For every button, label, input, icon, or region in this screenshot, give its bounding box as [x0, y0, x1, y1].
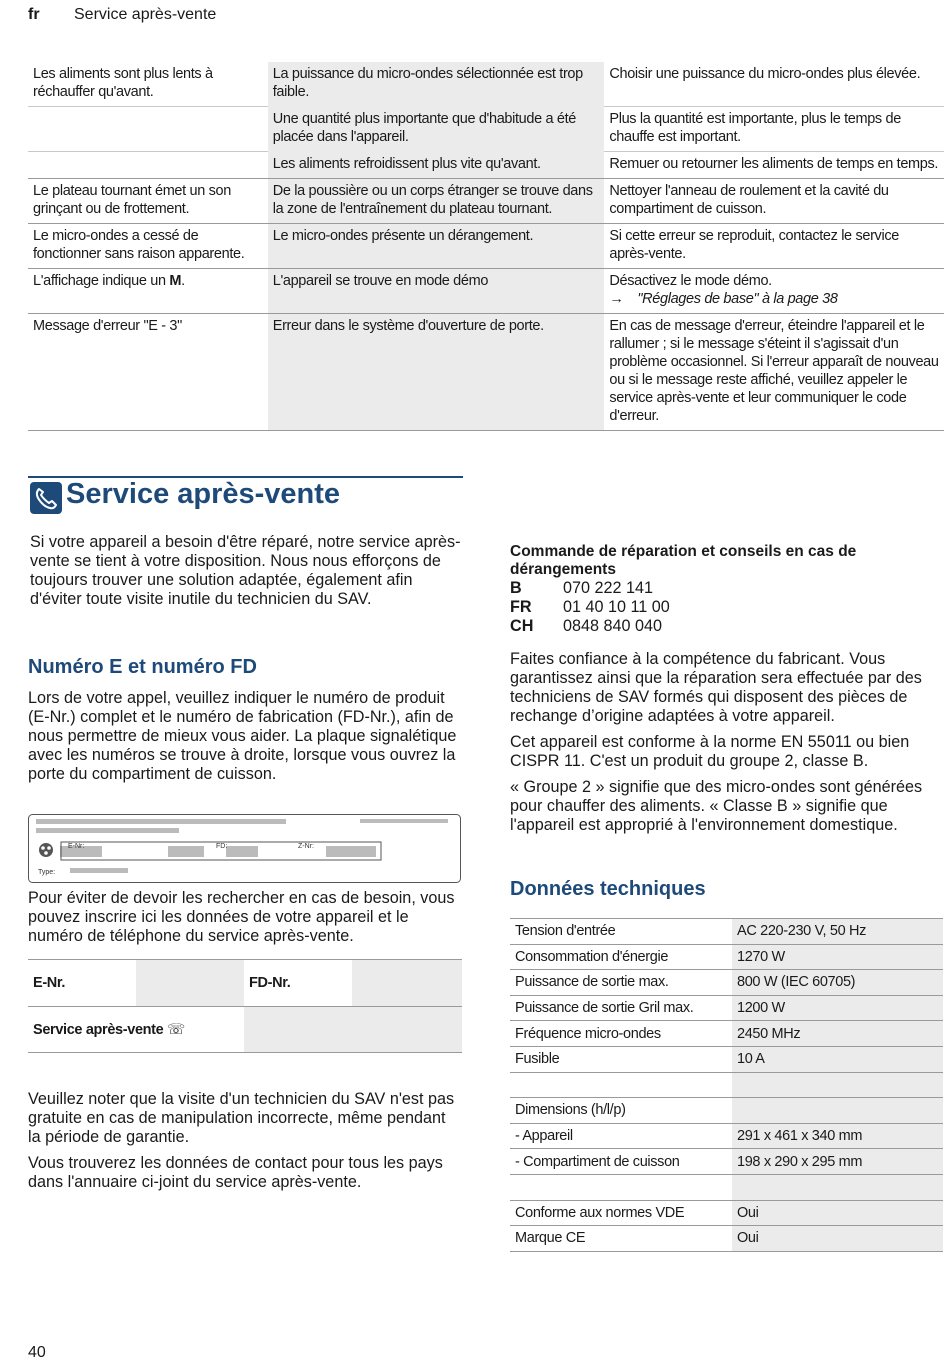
tech-row [510, 1021, 943, 1047]
tech-key: - Compartiment de cuisson [510, 1149, 732, 1175]
tech-key: Fréquence micro-ondes [510, 1021, 732, 1047]
remedy-cell [604, 269, 944, 314]
manufacturer-text [510, 650, 946, 842]
symptom-text-end: . [181, 273, 185, 289]
service-heading [28, 476, 463, 510]
tech-row [510, 944, 943, 970]
language-code: fr [28, 6, 40, 23]
remedy-cell: En cas de message d'erreur, éteindre l'appareil et le rallumer ; si le message s'éteint il s'agissait d'un problème occasionnel. Si l'erreur apparaît de nouveau ou si le message reste affiché, veuillez appeler le service après-vente et leur communiquer le code d'erreur. [604, 314, 944, 431]
fdnr-input-area[interactable] [352, 960, 462, 1007]
class-paragraph: « Groupe 2 » signifie que des micro-ondes sont générées pour chauffer des aliments. « Classe B » signifie que l'appareil est approprié à l'environnement domestique. [510, 778, 923, 834]
country-code: B [510, 579, 522, 597]
table-row [28, 224, 944, 269]
table-row [28, 107, 944, 152]
symptom-cell [28, 107, 268, 152]
table-row [28, 179, 944, 224]
trust-paragraph: Faites confiance à la compétence du fabricant. Vous garantissez ainsi que la réparation sera effectuée par des techniciens de SAV formés qui disposent des pièces de rechange d’origine adaptées à votre appareil. [510, 650, 922, 725]
service-phone-label [28, 1007, 244, 1053]
remedy-cell: Nettoyer l'anneau de roulement et la cavité du compartiment de cuisson. [604, 179, 944, 224]
tech-key: Fusible [510, 1046, 732, 1072]
symptom-cell: Le micro-ondes a cessé de fonctionner sans raison apparente. [28, 224, 268, 269]
enr-input-area[interactable] [136, 960, 244, 1007]
service-notes [28, 1090, 462, 1199]
symptom-cell: Le plateau tournant émet un son grinçant ou de frottement. [28, 179, 268, 224]
contact-row [510, 579, 670, 598]
tech-row [510, 1098, 943, 1124]
troubleshooting-table [28, 62, 944, 431]
country-code: CH [510, 617, 534, 635]
tech-value: 10 A [732, 1046, 943, 1072]
remedy-text: Désactivez le mode démo. [609, 273, 772, 289]
contact-row [510, 617, 670, 636]
tech-data-table [510, 918, 943, 1252]
tech-key: Conforme aux normes VDE [510, 1200, 732, 1226]
tech-value [732, 1174, 943, 1200]
contact-note: Vous trouverez les données de contact pour tous les pays dans l'annuaire ci-joint du service après-vente. [28, 1154, 443, 1191]
cost-note: Veuillez noter que la visite d'un technicien du SAV n'est pas gratuite en cas de manipulation incorrecte, même pendant la période de garantie. [28, 1090, 455, 1146]
plate-type-label: Type: [38, 869, 56, 876]
tech-value: 1270 W [732, 944, 943, 970]
tech-key: Puissance de sortie Gril max. [510, 995, 732, 1021]
remedy-cell: Remuer ou retourner les aliments de temps en temps. [604, 152, 944, 179]
plate-znr-label: Z-Nr: [298, 843, 314, 850]
tech-value: 2450 MHz [732, 1021, 943, 1047]
tech-key [510, 1072, 732, 1098]
tech-row [510, 1072, 943, 1098]
tech-value: 198 x 290 x 295 mm [732, 1149, 943, 1175]
norm-paragraph: Cet appareil est conforme à la norme EN 55011 ou bien CISPR 11. C'est un produit du groupe 2, classe B. [510, 733, 910, 770]
repair-order-block [510, 543, 920, 636]
phone-number: 0848 840 040 [563, 617, 663, 635]
cause-cell: Une quantité plus importante que d'habitude a été placée dans l'appareil. [268, 107, 605, 152]
table-row [28, 960, 462, 1007]
tech-row [510, 1046, 943, 1072]
reference-link[interactable]: "Réglages de base" à la page 38 [637, 291, 838, 307]
symptom-cell [28, 152, 268, 179]
header-section-title: Service après-vente [74, 6, 217, 23]
table-row [28, 1007, 462, 1053]
tech-value: 291 x 461 x 340 mm [732, 1123, 943, 1149]
cause-cell: De la poussière ou un corps étranger se trouve dans la zone de l'entraînement du plateau tournant. [268, 179, 605, 224]
display-symbol: M [169, 273, 182, 289]
tech-value: AC 220-230 V, 50 Hz [732, 919, 943, 945]
tech-key [510, 1174, 732, 1200]
table-row [28, 314, 944, 431]
remedy-cell: Choisir une puissance du micro-ondes plus élevée. [604, 62, 944, 107]
contact-row [510, 598, 670, 617]
page-reference [609, 290, 939, 308]
service-phone-text: Service après-vente [33, 1021, 164, 1038]
tech-value: Oui [732, 1226, 943, 1252]
rating-plate-illustration [28, 814, 461, 883]
page-number: 40 [28, 1344, 46, 1361]
remedy-cell: Plus la quantité est importante, plus le temps de chauffe est important. [604, 107, 944, 152]
cause-cell: Erreur dans le système d'ouverture de porte. [268, 314, 605, 431]
tech-data-heading: Données techniques [510, 878, 706, 900]
tech-key: Consommation d'énergie [510, 944, 732, 970]
tech-value: 800 W (IEC 60705) [732, 970, 943, 996]
country-code: FR [510, 598, 532, 616]
tech-value: Oui [732, 1200, 943, 1226]
enr-fd-heading: Numéro E et numéro FD [28, 656, 257, 678]
page-header [28, 6, 216, 24]
table-row [28, 269, 944, 314]
tech-row [510, 1200, 943, 1226]
tech-row [510, 1174, 943, 1200]
repair-order-heading: Commande de réparation et conseils en cas de dérangements [510, 543, 857, 578]
cause-cell: Le micro-ondes présente un dérangement. [268, 224, 605, 269]
tech-key: - Appareil [510, 1123, 732, 1149]
table-row [28, 152, 944, 179]
tech-key: Dimensions (h/l/p) [510, 1098, 732, 1124]
cause-cell: Les aliments refroidissent plus vite qu'avant. [268, 152, 605, 179]
appliance-data-form [28, 959, 462, 1053]
fdnr-label: FD-Nr. [244, 960, 352, 1007]
phone-number: 070 222 141 [563, 579, 654, 597]
phone-number: 01 40 10 11 00 [563, 598, 670, 616]
tech-row [510, 1123, 943, 1149]
tech-row [510, 995, 943, 1021]
service-phone-input-area[interactable] [244, 1007, 462, 1053]
symptom-cell [28, 269, 268, 314]
service-intro: Si votre appareil a besoin d'être réparé, notre service après-vente se tient à votre disposition. Nous nous efforçons de toujours trouver une solution adaptée, également afin d'éviter toute visite inutile du technicien du SAV. [30, 533, 461, 608]
symptom-cell: Les aliments sont plus lents à réchauffer qu'avant. [28, 62, 268, 107]
tech-row [510, 1149, 943, 1175]
table-row [28, 62, 944, 107]
section-title: Service après-vente [66, 478, 341, 510]
tech-value [732, 1098, 943, 1124]
plate-enr-label: E-Nr: [68, 843, 85, 850]
symptom-cell: Message d'erreur "E - 3" [28, 314, 268, 431]
tech-value [732, 1072, 943, 1098]
tech-row [510, 1226, 943, 1252]
tech-key: Tension d'entrée [510, 919, 732, 945]
plate-fd-label: FD: [216, 843, 228, 850]
record-data-text: Pour éviter de devoir les rechercher en cas de besoin, vous pouvez inscrire ici les données de votre appareil et le numéro de téléphone du service après-vente. [28, 889, 455, 945]
tech-value: 1200 W [732, 995, 943, 1021]
phone-icon [30, 482, 62, 514]
cause-cell: La puissance du micro-ondes sélectionnée est trop faible. [268, 62, 605, 107]
enr-label: E-Nr. [28, 960, 136, 1007]
tech-key: Marque CE [510, 1226, 732, 1252]
contact-table [510, 579, 670, 636]
cause-cell: L'appareil se trouve en mode démo [268, 269, 605, 314]
tech-key: Puissance de sortie max. [510, 970, 732, 996]
remedy-cell: Si cette erreur se reproduit, contactez le service après-vente. [604, 224, 944, 269]
tech-row [510, 970, 943, 996]
tech-row [510, 919, 943, 945]
symptom-text: L'affichage indique un [33, 273, 170, 289]
phone-icon: ☏ [167, 1021, 185, 1038]
enr-fd-text: Lors de votre appel, veuillez indiquer le numéro de produit (E-Nr.) complet et le numéro de fabrication (FD-Nr.), afin de nous permettre de mieux vous aider. La plaque signalétique avec les numéros se trouve à droite, lorsque vous ouvrez la porte du compartiment de cuisson. [28, 689, 457, 783]
arrow-right-icon: → [609, 291, 624, 307]
